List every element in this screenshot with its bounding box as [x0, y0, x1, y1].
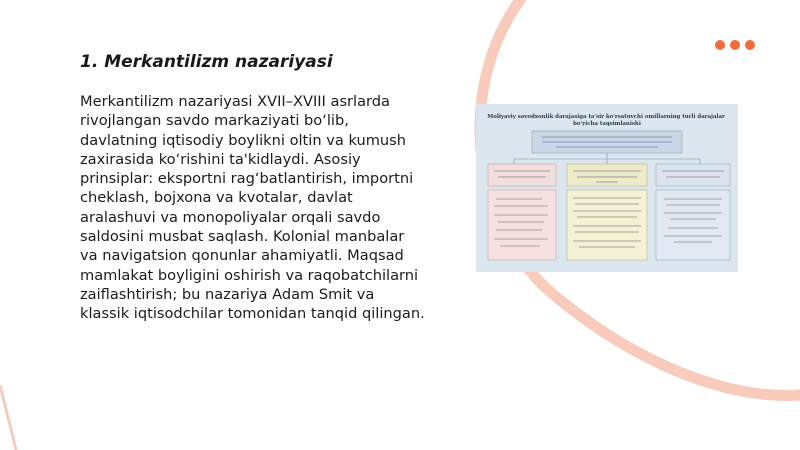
dot-icon: [730, 40, 740, 50]
decorative-dots: [715, 40, 755, 50]
body-text: Merkantilizm nazariyasi XVII–XVIII asrlarda rivojlangan savdo markaziyati bo‘lib, davlatning iqtisodiy boylikni oltin va kumush zaxirasida ko‘rishini ta'kidlaydi. Asosiy prinsiplar: eksportni rag‘batlantirish, importni cheklash, bojxona va kvotalar, davlat aralashuvi va monopoliyalar orqali savdo saldosini musbat saqlash. Kolonial manbalar va navigatsion qonunlar ahamiyatli. Maqsad mamlakat boyligini oshirish va raqobatchilarni zaiflashtirish; bu nazariya Adam Smit va klassik iqtisodchilar tomonidan tanqid qilingan.: [80, 93, 425, 323]
slide-title: 1. Merkantilizm nazariyasi: [80, 52, 333, 72]
diagram-image: [476, 104, 738, 272]
diagram-title: Moliyaviy savodxonlik darajasiga ta'sir ko'rsatuvchi omillarning turli darajalar bo'yicha taqsimlanishi: [487, 114, 725, 127]
dot-icon: [745, 40, 755, 50]
dot-icon: [715, 40, 725, 50]
